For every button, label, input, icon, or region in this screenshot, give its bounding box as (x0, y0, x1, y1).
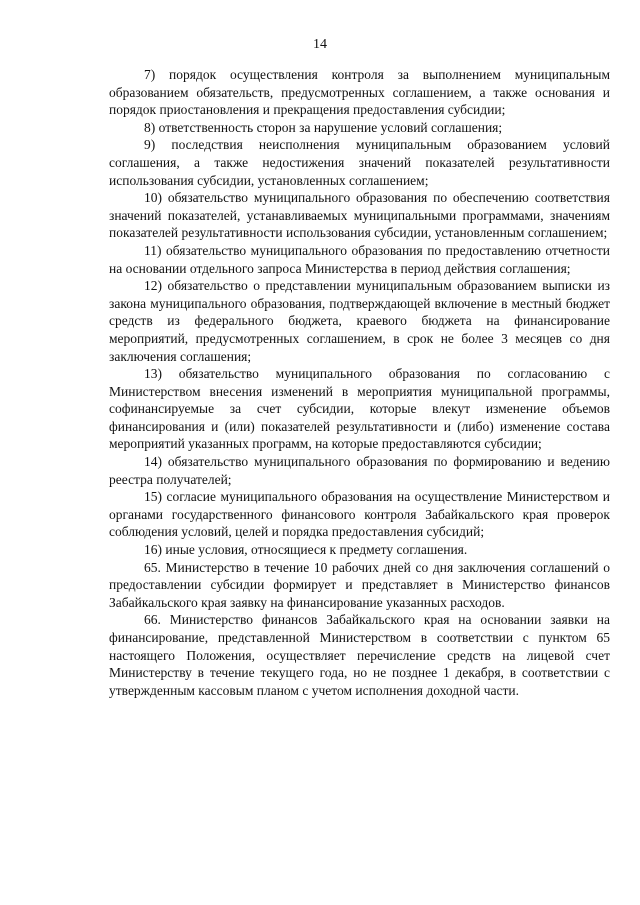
paragraph-item-13: 13) обязательство муниципального образования по согласованию с Министерством внесения изменений в мероприятия муниципальной программы, софинансируемые за счет субсидии, которые влекут изменение объемов финансирования и (или) показателей результативности и (либо) изменение состава мероприятий указанных программ, на которые предоставляются субсидии; (109, 366, 610, 452)
document-body (109, 66, 610, 699)
paragraph-item-7: 7) порядок осуществления контроля за выполнением муниципальным образованием обязательств, предусмотренных соглашением, а также основания и порядок приостановления и прекращения предоставления субсидии; (109, 67, 610, 118)
paragraph-item-9: 9) последствия неисполнения муниципальным образованием условий соглашения, а также недостижения значений показателей результативности использования субсидии, установленных соглашением; (109, 137, 610, 188)
paragraph-item-11: 11) обязательство муниципального образования по предоставлению отчетности на основании отдельного запроса Министерства в период действия соглашения; (109, 242, 610, 276)
paragraph-item-8: 8) ответственность сторон за нарушение условий соглашения; (144, 119, 503, 135)
paragraph-item-15: 15) согласие муниципального образования на осуществление Министерством и органами государственного финансового контроля Забайкальского края проверок соблюдения условий, целей и порядка предоставления субсидий; (109, 489, 610, 540)
paragraph-item-14: 14) обязательство муниципального образования по формированию и ведению реестра получателей; (109, 454, 610, 487)
paragraph-item-12: 12) обязательство о представлении муниципальным образованием выписки из закона муниципального образования, подтверждающей включение в местный бюджет средств из федерального бюджета, краевого бюджета на финансирование мероприятий, предусмотренных соглашением, в срок не более 3 месяцев со дня заключения соглашения; (109, 278, 610, 364)
paragraph-section-65: 65. Министерство в течение 10 рабочих дней со дня заключения соглашений о предоставлении субсидии формирует и представляет в Министерство финансов Забайкальского края заявку на финансирование указанных расходов. (109, 559, 610, 610)
paragraph-item-16: 16) иные условия, относящиеся к предмету соглашения. (144, 542, 468, 558)
page-number: 14 (313, 37, 327, 52)
paragraph-item-10: 10) обязательство муниципального образования по обеспечению соответствия значений показателей, устанавливаемых муниципальными программами, значениям показателей результативности использования субсидии, установленным соглашением; (109, 190, 610, 241)
paragraph-section-66: 66. Министерство финансов Забайкальского края на основании заявки на финансирование, представленной Министерством в соответствии с пунктом 65 настоящего Положения, осуществляет перечисление средств на лицевой счет Министерству в течение текущего года, но не позднее 1 декабря, в соответствии с утвержденным кассовым планом с учетом исполнения доходной части. (109, 612, 610, 698)
